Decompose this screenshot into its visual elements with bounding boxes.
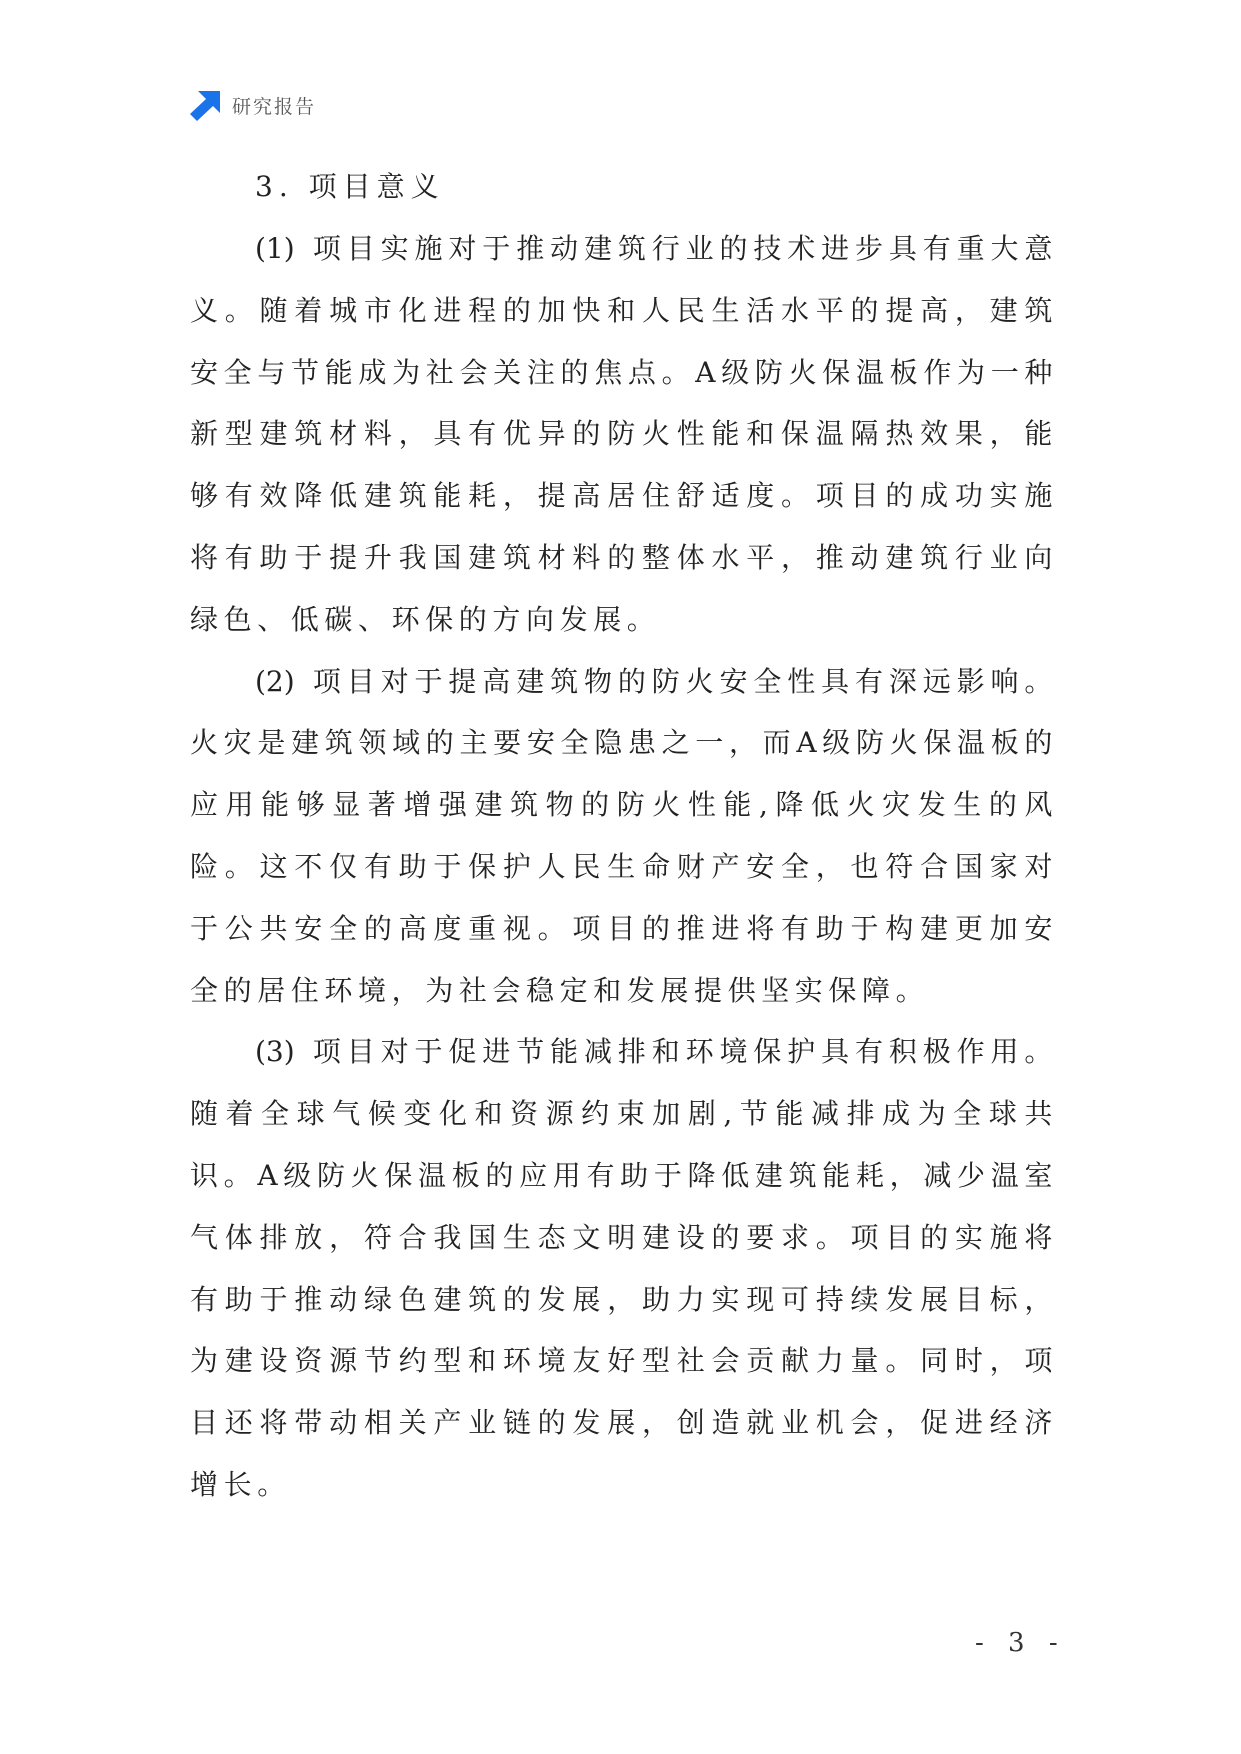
document-body bbox=[190, 156, 1058, 1516]
arrow-up-right-icon bbox=[190, 89, 222, 121]
page-header bbox=[190, 88, 316, 122]
paragraph-number: (1) bbox=[254, 232, 295, 265]
paragraph-3 bbox=[190, 1021, 1058, 1515]
paragraph-text: 项目对于提高建筑物的防火安全性具有深远影响。火灾是建筑领域的主要安全隐患之一，而A级防火保温板的应用能够显著增强建筑物的防火性能,降低火灾发生的风险。这不仅有助于保护人民生命财产安全，也符合国家对于公共安全的高度重视。项目的推进将有助于构建更加安全的居住环境，为社会稳定和发展提供坚实保障。 bbox=[190, 664, 1058, 1007]
paragraph-text: 项目对于促进节能减排和环境保护具有积极作用。随着全球气候变化和资源约束加剧,节能减排成为全球共识。A级防火保温板的应用有助于降低建筑能耗，减少温室气体排放，符合我国生态文明建设的要求。项目的实施将有助于推动绿色建筑的发展，助力实现可持续发展目标，为建设资源节约型和环境友好型社会贡献力量。同时，项目还将带动相关产业链的发展，创造就业机会，促进经济增长。 bbox=[190, 1035, 1058, 1501]
paragraph-2 bbox=[190, 651, 1058, 1022]
header-title: 研究报告 bbox=[232, 95, 317, 118]
paragraph-number: (3) bbox=[254, 1035, 295, 1069]
page-number: - 3 - bbox=[975, 1628, 1066, 1658]
paragraph-text: 项目实施对于推动建筑行业的技术进步具有重大意义。随着城市化进程的加快和人民生活水平的提高，建筑安全与节能成为社会关注的焦点。A级防火保温板作为一种新型建筑材料，具有优异的防火性能和保温隔热效果，能够有效降低建筑能耗，提高居住舒适度。项目的成功实施将有助于提升我国建筑材料的整体水平，推动建筑行业向绿色、低碳、环保的方向发展。 bbox=[190, 232, 1058, 636]
section-title: 3. 项目意义 bbox=[255, 170, 445, 203]
paragraph-number: (2) bbox=[254, 664, 295, 698]
paragraph-1 bbox=[190, 218, 1058, 651]
